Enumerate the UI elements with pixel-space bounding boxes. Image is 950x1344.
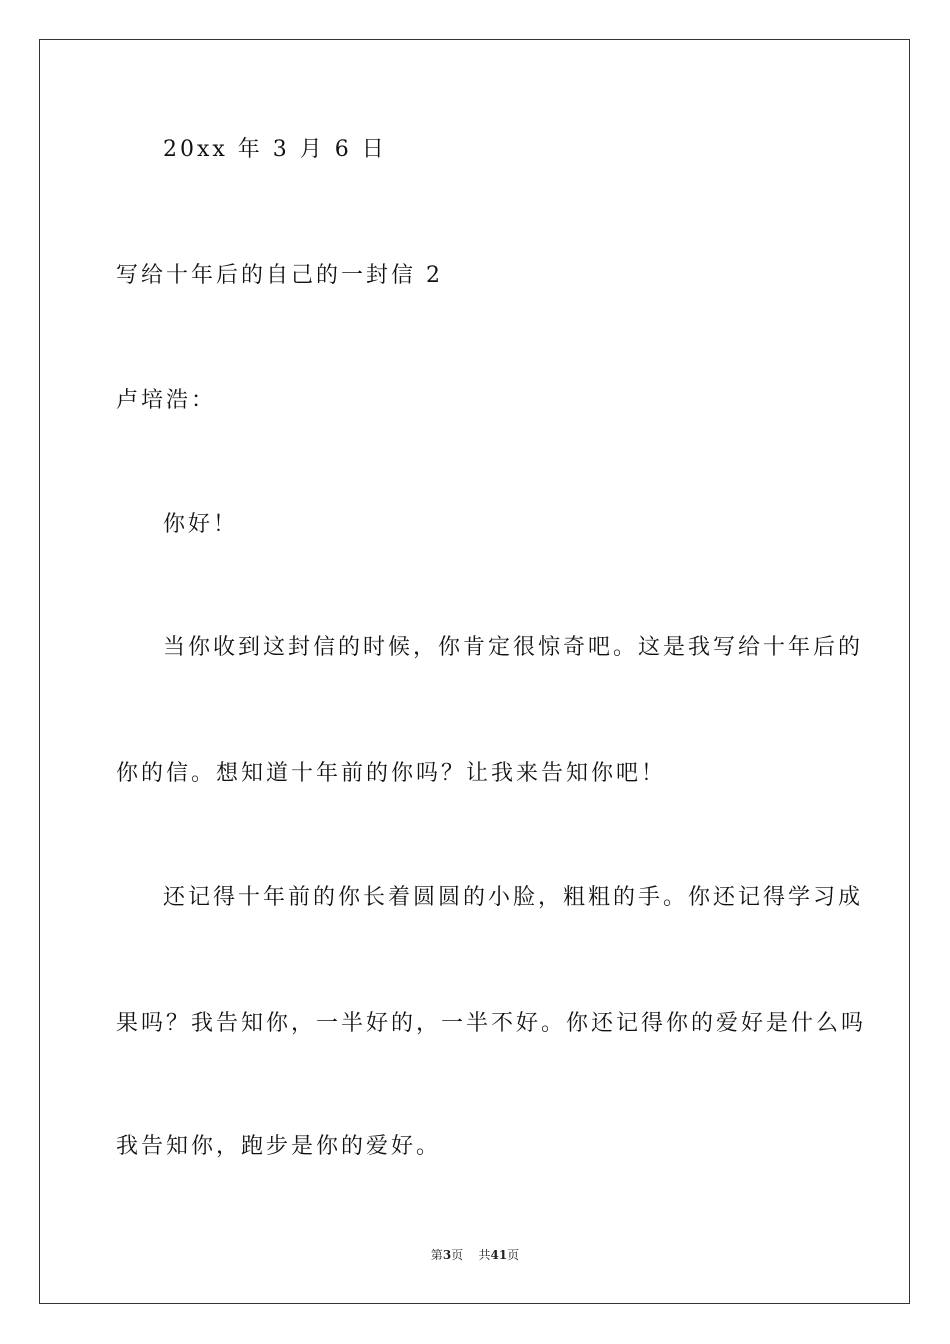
total-pages-label: 共41页 (478, 1248, 520, 1262)
paragraph-line: 还记得十年前的你长着圆圆的小脸，粗粗的手。你还记得学习成 (163, 885, 864, 910)
page-border (39, 39, 910, 1304)
letter-title: 写给十年后的自己的一封信 2 (116, 263, 443, 288)
paragraph-line: 当你收到这封信的时候，你肯定很惊奇吧。这是我写给十年后的 (163, 635, 864, 660)
page-label: 第3页 (430, 1248, 464, 1262)
letter-salutation: 卢培浩： (116, 388, 217, 413)
paragraph-line: 你的信。想知道十年前的你吗？让我来告知你吧！ (116, 761, 667, 786)
letter-date: 20xx 年 3 月 6 日 (163, 137, 387, 162)
paragraph-line: 果吗？我告知你，一半好的，一半不好。你还记得你的爱好是什么吗 (116, 1011, 867, 1036)
letter-greeting: 你好！ (163, 512, 239, 537)
paragraph-line: 我告知你，跑步是你的爱好。 (116, 1134, 442, 1159)
page-footer (0, 1247, 950, 1263)
